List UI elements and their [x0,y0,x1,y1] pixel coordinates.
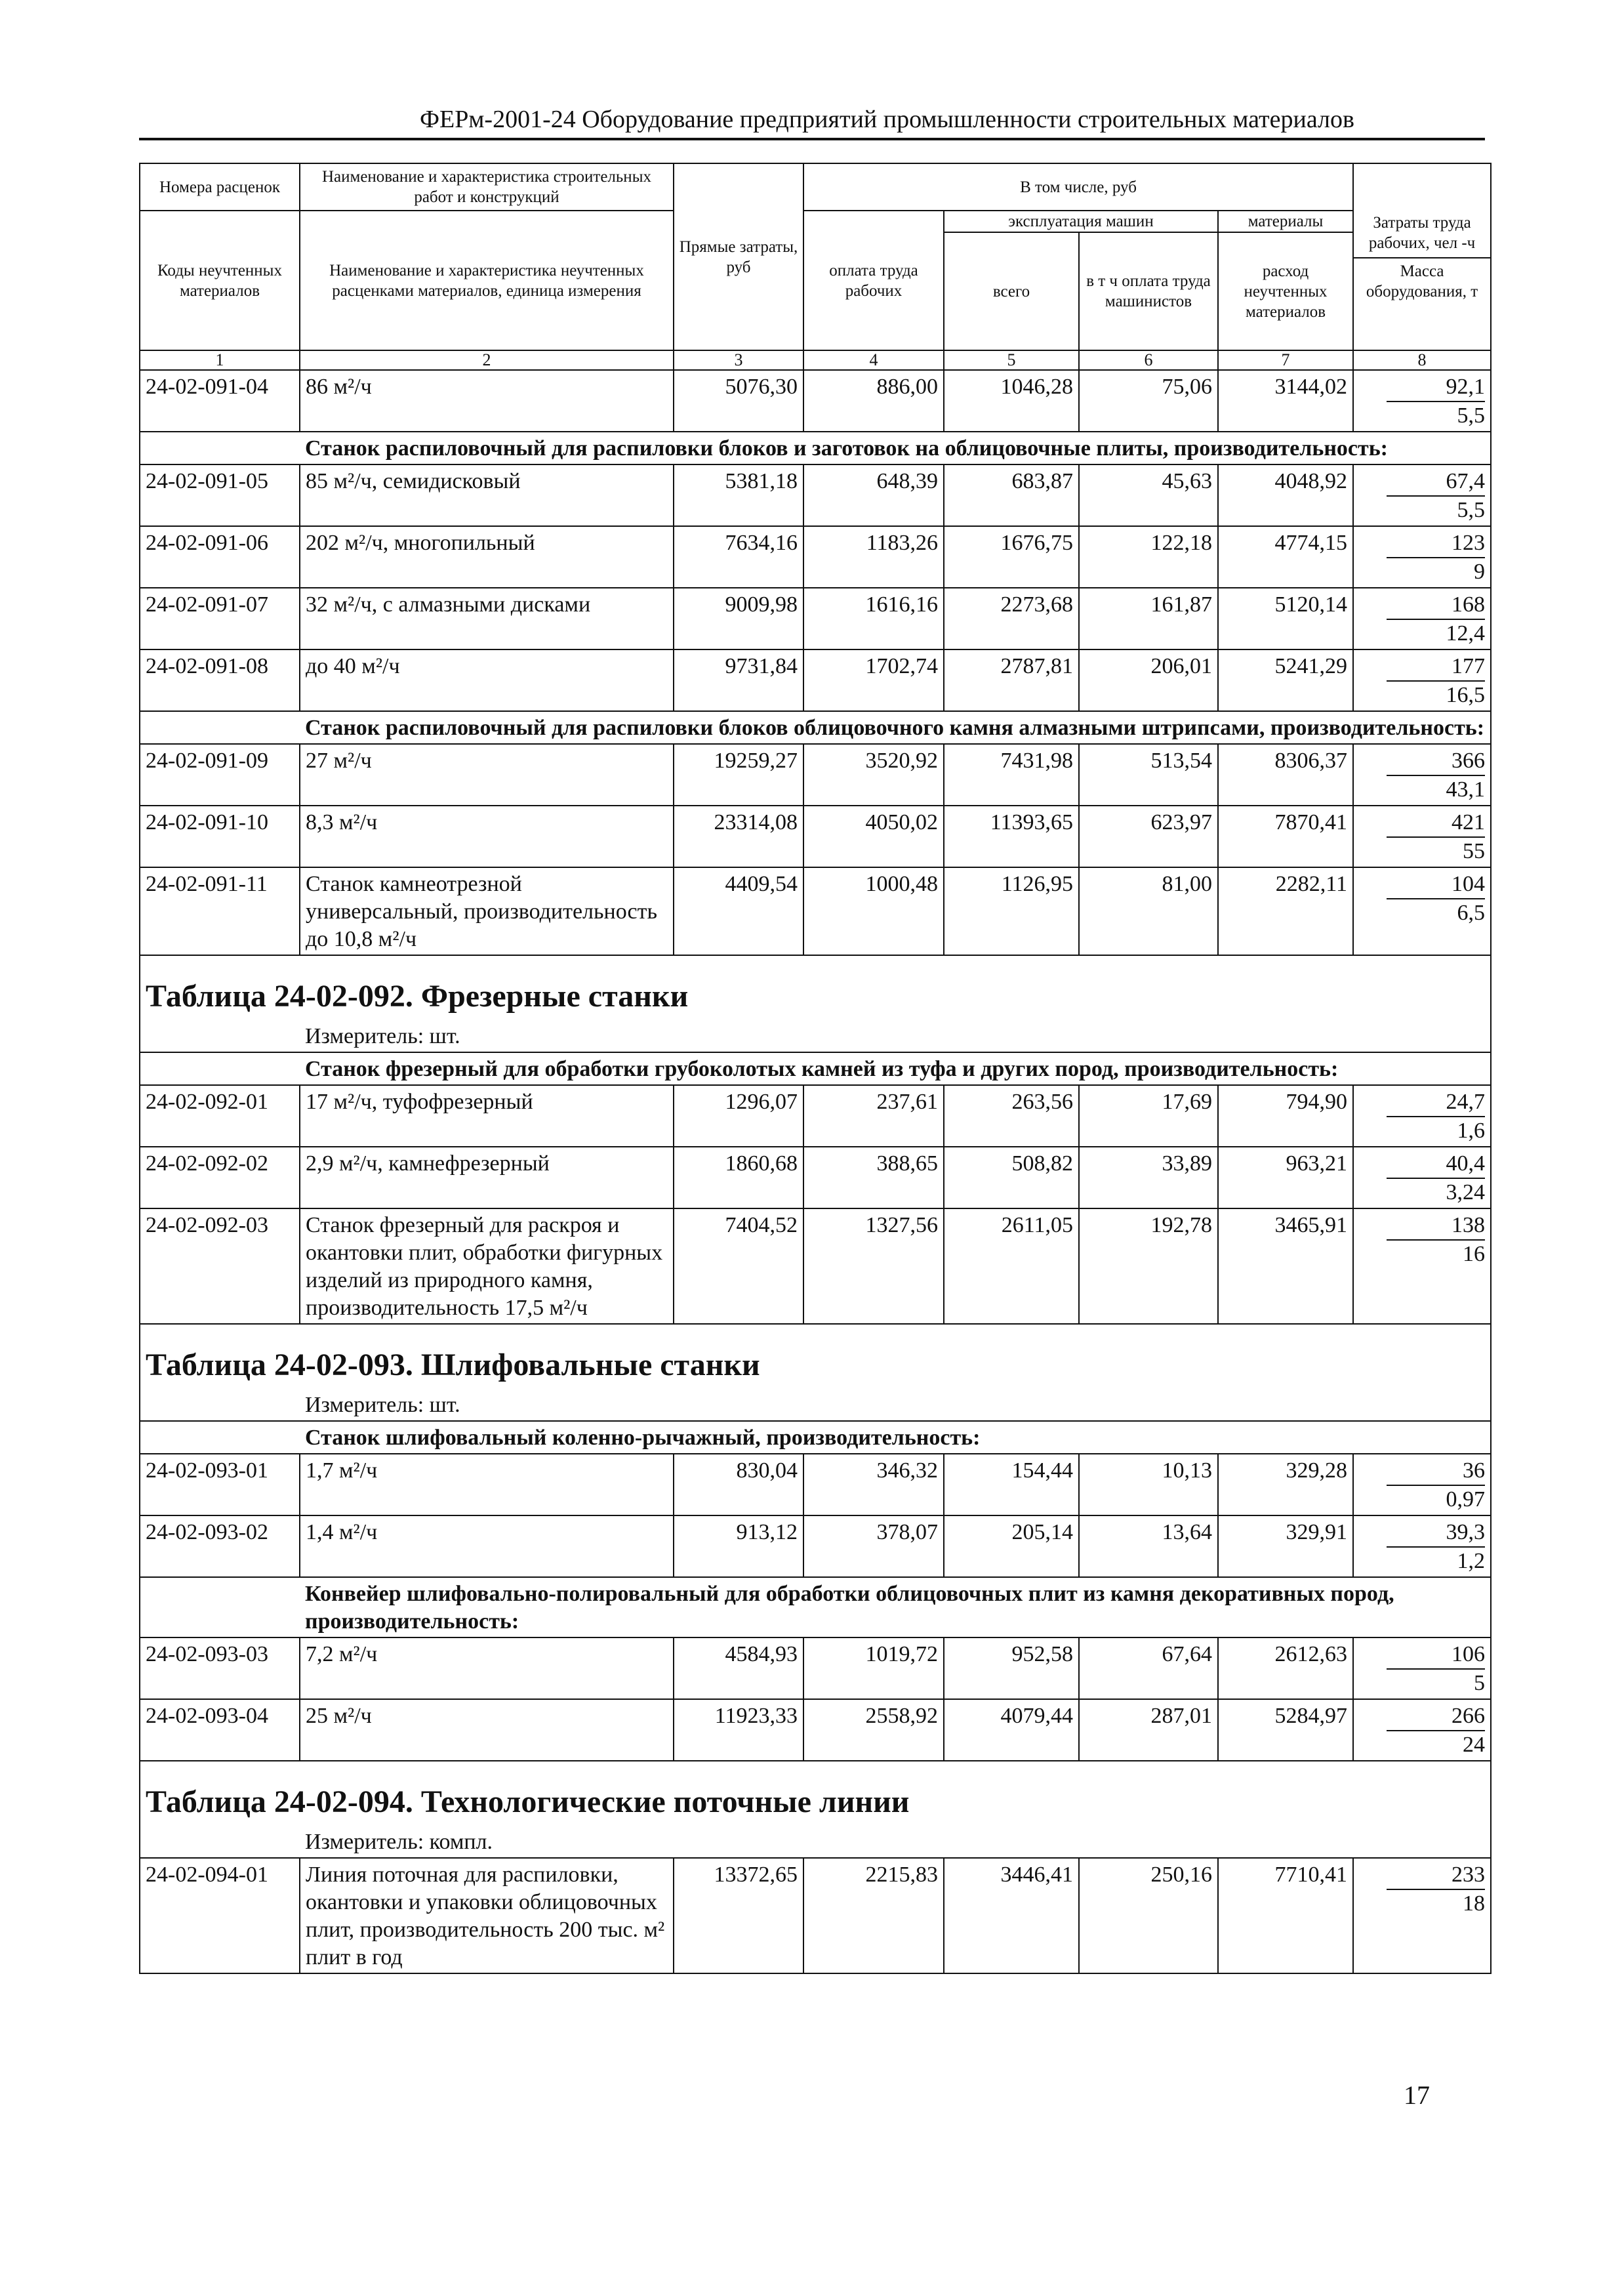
rate-name: 2,9 м²/ч, камнефрезерный [300,1147,674,1208]
rate-code: 24-02-091-08 [140,649,300,711]
page-number: 17 [1404,2080,1430,2110]
rate-name: 1,4 м²/ч [300,1515,674,1577]
labor-hours-mass [1353,1208,1491,1324]
group-row [140,432,1491,464]
labor-cost: 3520,92 [803,744,944,806]
col-number: 6 [1079,350,1218,370]
col3-header: Прямые затраты, руб [674,163,803,350]
rate-name: 85 м²/ч, семидисковый [300,464,674,526]
direct-cost: 13372,65 [674,1858,803,1973]
table-row [140,1515,1491,1577]
page-title: ФЕРм-2001-24 Оборудование предприятий промышленности строительных материалов [420,106,1354,133]
equipment-mass: 6,5 [1457,901,1486,925]
labor-hours-mass [1353,1454,1491,1515]
unit-row [140,1020,1491,1052]
rate-code: 24-02-093-02 [140,1515,300,1577]
col8-header [1353,163,1491,350]
col8-top-header: Затраты труда рабочих, чел -ч [1368,213,1476,252]
col2-bottom-header: Наименование и характеристика неучтенных расценками материалов, единица измерения [300,211,674,350]
col8-divider [1354,257,1490,258]
machinist-cost: 161,87 [1079,588,1218,649]
material-cost: 4774,15 [1218,526,1353,588]
group-row [140,1052,1491,1085]
unit-label: Измеритель: шт. [300,1020,1491,1052]
group-heading: Конвейер шлифовально-полировальный для обработки облицовочных плит из камня декоративных пород, производительность: [300,1577,1491,1637]
direct-cost: 913,12 [674,1515,803,1577]
labor-cost: 2558,92 [803,1699,944,1761]
table-row [140,806,1491,867]
labor-hours-mass [1353,588,1491,649]
machine-cost: 3446,41 [944,1858,1079,1973]
material-cost: 3144,02 [1218,370,1353,432]
labor-hours: 366 [1387,747,1485,776]
material-cost: 963,21 [1218,1147,1353,1208]
col-number: 7 [1218,350,1353,370]
labor-cost: 1000,48 [803,867,944,955]
machinist-cost: 250,16 [1079,1858,1218,1973]
group-heading: Станок распиловочный для распиловки блоков облицовочного камня алмазными штрипсами, производительность: [300,711,1491,744]
rate-code: 24-02-092-02 [140,1147,300,1208]
equipment-mass: 18 [1463,1891,1486,1916]
labor-cost: 346,32 [803,1454,944,1515]
labor-hours: 67,4 [1387,468,1485,497]
rate-name: 8,3 м²/ч [300,806,674,867]
unit-label: Измеритель: шт. [300,1389,1491,1421]
equipment-mass: 0,97 [1446,1487,1486,1512]
machine-cost: 952,58 [944,1637,1079,1699]
machinist-cost: 81,00 [1079,867,1218,955]
table-row [140,1858,1491,1973]
rate-name: 1,7 м²/ч [300,1454,674,1515]
material-cost: 8306,37 [1218,744,1353,806]
section-title-row [140,1324,1491,1389]
section-title-row [140,955,1491,1020]
col-number: 2 [300,350,674,370]
labor-hours: 39,3 [1387,1519,1485,1548]
table-row [140,588,1491,649]
rate-code: 24-02-091-06 [140,526,300,588]
rate-code: 24-02-091-04 [140,370,300,432]
labor-hours: 138 [1387,1212,1485,1241]
machinist-cost: 75,06 [1079,370,1218,432]
machine-cost: 683,87 [944,464,1079,526]
labor-hours-mass [1353,370,1491,432]
col-number: 3 [674,350,803,370]
material-cost: 7710,41 [1218,1858,1353,1973]
empty-cell [140,1389,300,1421]
direct-cost: 5381,18 [674,464,803,526]
direct-cost: 11923,33 [674,1699,803,1761]
rate-code: 24-02-093-03 [140,1637,300,1699]
unit-row [140,1389,1491,1421]
table-row [140,1085,1491,1147]
labor-cost: 378,07 [803,1515,944,1577]
labor-cost: 648,39 [803,464,944,526]
column-numbers-row [140,350,1491,370]
labor-hours-mass [1353,744,1491,806]
col-number: 5 [944,350,1079,370]
direct-cost: 7634,16 [674,526,803,588]
group-row [140,711,1491,744]
labor-hours-mass [1353,1515,1491,1577]
col-number: 4 [803,350,944,370]
empty-cell [140,1052,300,1085]
equipment-mass: 16,5 [1446,683,1486,707]
machine-cost: 508,82 [944,1147,1079,1208]
direct-cost: 830,04 [674,1454,803,1515]
empty-cell [140,1826,300,1858]
col1-top-header: Номера расценок [140,163,300,211]
rate-code: 24-02-092-03 [140,1208,300,1324]
machine-cost: 2787,81 [944,649,1079,711]
machine-cost: 2273,68 [944,588,1079,649]
equipment-mass: 9 [1474,560,1486,584]
labor-hours-mass [1353,1147,1491,1208]
material-cost: 329,91 [1218,1515,1353,1577]
labor-cost: 1327,56 [803,1208,944,1324]
rate-name: до 40 м²/ч [300,649,674,711]
machinist-cost: 192,78 [1079,1208,1218,1324]
empty-cell [140,1020,300,1052]
header-row-1 [140,163,1491,211]
col7-header: расход неучтенных материалов [1218,232,1353,350]
equipment-mass: 1,6 [1457,1119,1486,1143]
machine-cost: 1046,28 [944,370,1079,432]
direct-cost: 7404,52 [674,1208,803,1324]
rate-code: 24-02-093-04 [140,1699,300,1761]
table-row [140,649,1491,711]
machinist-cost: 10,13 [1079,1454,1218,1515]
table-row [140,526,1491,588]
direct-cost: 23314,08 [674,806,803,867]
machine-cost: 205,14 [944,1515,1079,1577]
material-cost: 794,90 [1218,1085,1353,1147]
empty-cell [140,1577,300,1637]
direct-cost: 9009,98 [674,588,803,649]
equipment-mass: 3,24 [1446,1180,1486,1204]
section-title: Таблица 24-02-094. Технологические поточные линии [140,1761,1491,1826]
direct-cost: 9731,84 [674,649,803,711]
labor-hours: 266 [1387,1702,1485,1731]
labor-hours: 104 [1387,871,1485,899]
material-cost: 5241,29 [1218,649,1353,711]
machines-header: эксплуатация машин [944,211,1218,232]
labor-hours: 40,4 [1387,1150,1485,1179]
machinist-cost: 17,69 [1079,1085,1218,1147]
labor-hours-mass [1353,806,1491,867]
rate-code: 24-02-091-07 [140,588,300,649]
direct-cost: 1296,07 [674,1085,803,1147]
header-rule [139,138,1485,140]
labor-cost: 1616,16 [803,588,944,649]
direct-cost: 4584,93 [674,1637,803,1699]
group-header: В том числе, руб [803,163,1353,211]
table-row [140,744,1491,806]
group-heading: Станок распиловочный для распиловки блоков и заготовок на облицовочные плиты, производительность: [300,432,1491,464]
col5-header: всего [944,232,1079,350]
labor-hours-mass [1353,649,1491,711]
empty-cell [140,432,300,464]
machinist-cost: 623,97 [1079,806,1218,867]
machinist-cost: 513,54 [1079,744,1218,806]
machinist-cost: 67,64 [1079,1637,1218,1699]
machinist-cost: 13,64 [1079,1515,1218,1577]
material-cost: 7870,41 [1218,806,1353,867]
machine-cost: 263,56 [944,1085,1079,1147]
rate-name: 86 м²/ч [300,370,674,432]
machinist-cost: 33,89 [1079,1147,1218,1208]
labor-cost: 886,00 [803,370,944,432]
table-row [140,370,1491,432]
machinist-cost: 45,63 [1079,464,1218,526]
labor-cost: 237,61 [803,1085,944,1147]
table-row [140,1637,1491,1699]
labor-hours-mass [1353,464,1491,526]
material-cost: 5120,14 [1218,588,1353,649]
rate-name: Станок фрезерный для раскроя и окантовки плит, обработки фигурных изделий из природного камня, производительность 17,5 м²/ч [300,1208,674,1324]
table-row [140,1454,1491,1515]
labor-hours: 168 [1387,591,1485,620]
labor-hours: 24,7 [1387,1088,1485,1117]
col4-header: оплата труда рабочих [803,211,944,350]
section-title-row [140,1761,1491,1826]
table-row [140,464,1491,526]
labor-hours: 177 [1387,653,1485,682]
section-title: Таблица 24-02-092. Фрезерные станки [140,955,1491,1020]
machine-cost: 4079,44 [944,1699,1079,1761]
equipment-mass: 5,5 [1457,498,1486,522]
equipment-mass: 24 [1463,1733,1486,1757]
rate-code: 24-02-091-09 [140,744,300,806]
rate-name: 202 м²/ч, многопильный [300,526,674,588]
labor-hours-mass [1353,526,1491,588]
labor-cost: 4050,02 [803,806,944,867]
table-row [140,1147,1491,1208]
labor-hours: 123 [1387,529,1485,558]
machine-cost: 7431,98 [944,744,1079,806]
rate-code: 24-02-094-01 [140,1858,300,1973]
machine-cost: 154,44 [944,1454,1079,1515]
group-row [140,1577,1491,1637]
rate-code: 24-02-092-01 [140,1085,300,1147]
equipment-mass: 1,2 [1457,1549,1486,1573]
machine-cost: 1126,95 [944,867,1079,955]
labor-hours: 233 [1387,1861,1485,1890]
equipment-mass: 55 [1463,839,1486,863]
col8-bottom-header: Масса оборудования, т [1366,262,1478,300]
direct-cost: 19259,27 [674,744,803,806]
rate-code: 24-02-091-11 [140,867,300,955]
group-row [140,1421,1491,1454]
machinist-cost: 122,18 [1079,526,1218,588]
rate-name: 7,2 м²/ч [300,1637,674,1699]
labor-cost: 1019,72 [803,1637,944,1699]
col-number: 8 [1353,350,1491,370]
labor-hours-mass [1353,1085,1491,1147]
rate-name: Станок камнеотрезной универсальный, производительность до 10,8 м²/ч [300,867,674,955]
col2-top-header: Наименование и характеристика строительных работ и конструкций [300,163,674,211]
equipment-mass: 12,4 [1446,621,1486,646]
equipment-mass: 43,1 [1446,777,1486,802]
labor-hours: 36 [1387,1457,1485,1486]
unit-row [140,1826,1491,1858]
machinist-cost: 287,01 [1079,1699,1218,1761]
empty-cell [140,711,300,744]
machine-cost: 1676,75 [944,526,1079,588]
material-cost: 5284,97 [1218,1699,1353,1761]
labor-hours: 106 [1387,1641,1485,1670]
empty-cell [140,1421,300,1454]
labor-hours: 421 [1387,809,1485,838]
col1-bottom-header: Коды неучтенных материалов [140,211,300,350]
col-number: 1 [140,350,300,370]
header-row-2 [140,211,1491,232]
labor-hours-mass [1353,1699,1491,1761]
table-row [140,867,1491,955]
labor-cost: 1702,74 [803,649,944,711]
labor-cost: 2215,83 [803,1858,944,1973]
rate-code: 24-02-091-05 [140,464,300,526]
rate-name: Линия поточная для распиловки, окантовки и упаковки облицовочных плит, производительность 200 тыс. м² плит в год [300,1858,674,1973]
rates-table [139,163,1492,1974]
machine-cost: 2611,05 [944,1208,1079,1324]
labor-cost: 388,65 [803,1147,944,1208]
machine-cost: 11393,65 [944,806,1079,867]
group-heading: Станок фрезерный для обработки грубоколотых камней из туфа и других пород, производительность: [300,1052,1491,1085]
unit-label: Измеритель: компл. [300,1826,1491,1858]
material-cost: 329,28 [1218,1454,1353,1515]
table-row [140,1699,1491,1761]
labor-hours: 92,1 [1387,373,1485,402]
material-cost: 4048,92 [1218,464,1353,526]
rate-name: 17 м²/ч, туфофрезерный [300,1085,674,1147]
direct-cost: 1860,68 [674,1147,803,1208]
labor-hours-mass [1353,1858,1491,1973]
equipment-mass: 5 [1474,1671,1486,1695]
labor-hours-mass [1353,867,1491,955]
labor-cost: 1183,26 [803,526,944,588]
material-cost: 2612,63 [1218,1637,1353,1699]
machinist-cost: 206,01 [1079,649,1218,711]
section-title: Таблица 24-02-093. Шлифовальные станки [140,1324,1491,1389]
direct-cost: 4409,54 [674,867,803,955]
table-row [140,1208,1491,1324]
group-heading: Станок шлифовальный коленно-рычажный, производительность: [300,1421,1491,1454]
material-cost: 3465,91 [1218,1208,1353,1324]
rate-name: 25 м²/ч [300,1699,674,1761]
labor-hours-mass [1353,1637,1491,1699]
col6-header: в т ч оплата труда машинистов [1079,232,1218,350]
rate-name: 32 м²/ч, с алмазными дисками [300,588,674,649]
equipment-mass: 5,5 [1457,403,1486,428]
direct-cost: 5076,30 [674,370,803,432]
materials-header: материалы [1218,211,1353,232]
rate-name: 27 м²/ч [300,744,674,806]
rate-code: 24-02-093-01 [140,1454,300,1515]
material-cost: 2282,11 [1218,867,1353,955]
rate-code: 24-02-091-10 [140,806,300,867]
equipment-mass: 16 [1463,1242,1486,1266]
